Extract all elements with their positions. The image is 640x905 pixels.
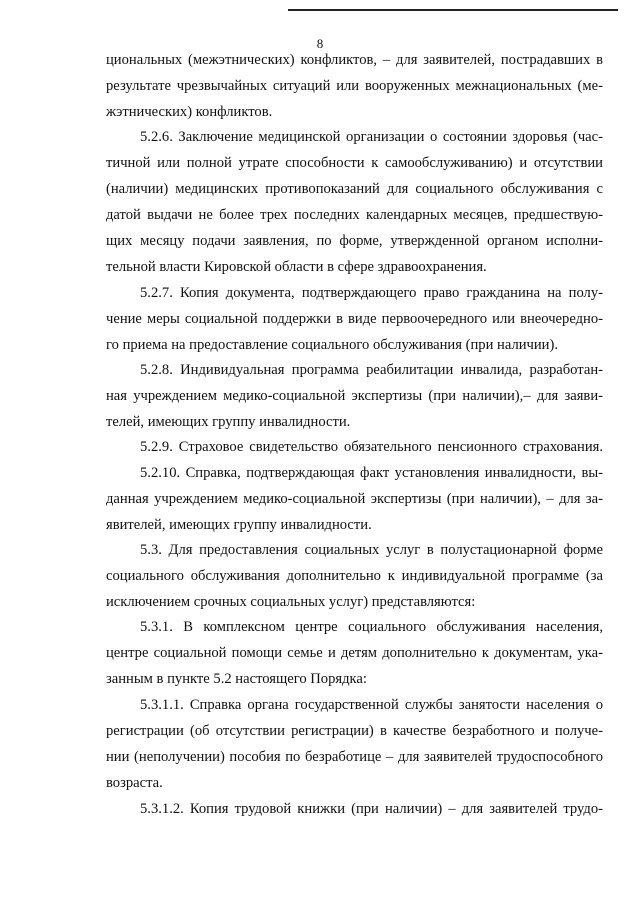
text-line: социального обслуживания дополнительно к индивидуальной программе (за xyxy=(106,568,603,584)
text-line: ная учреждением медико-социальной экспертизы (при наличии),– для заяви- xyxy=(106,388,603,404)
text-line: результате чрезвычайных ситуаций или вооруженных межнациональных (ме- xyxy=(106,78,603,94)
text-line: 5.2.6. Заключение медицинской организации о состоянии здоровья (час- xyxy=(140,129,603,145)
text-line: явителей, имеющих группу инвалидности. xyxy=(106,517,372,533)
text-line: (наличии) медицинских противопоказаний для социального обслуживания с xyxy=(106,181,603,197)
text-line: исключением срочных социальных услуг) представляются: xyxy=(106,594,476,610)
text-line: 5.2.8. Индивидуальная программа реабилитации инвалида, разработан- xyxy=(140,362,603,378)
text-line: возраста. xyxy=(106,775,163,791)
text-line: нии (неполучении) пособия по безработице – для заявителей трудоспособного xyxy=(106,749,603,765)
text-line: центре социальной помощи семье и детям дополнительно к документам, ука- xyxy=(106,645,603,661)
text-line: датой выдачи не более трех последних календарных месяцев, предшествую- xyxy=(106,207,603,223)
text-line: чение меры социальной поддержки в виде первоочередного или внеочередно- xyxy=(106,311,603,327)
text-line: 5.3.1. В комплексном центре социального обслуживания населения, xyxy=(140,619,603,635)
page-number: 8 xyxy=(316,36,324,51)
text-line: 5.2.9. Страховое свидетельство обязательного пенсионного страхования. xyxy=(140,439,603,455)
text-line: циональных (межэтнических) конфликтов, – для заявителей, пострадавших в xyxy=(106,52,603,68)
text-line: 5.3.1.1. Справка органа государственной службы занятости населения о xyxy=(140,697,603,713)
text-line: жэтнических) конфликтов. xyxy=(106,104,273,120)
text-line: щих месяцу подачи заявления, по форме, утвержденной органом исполни- xyxy=(106,233,603,249)
text-line: 5.3. Для предоставления социальных услуг в полустационарной форме xyxy=(140,542,603,558)
text-line: тельной власти Кировской области в сфере здравоохранения. xyxy=(106,259,487,275)
text-line: 5.2.10. Справка, подтверждающая факт установления инвалидности, вы- xyxy=(140,465,603,481)
text-line: тичной или полной утрате способности к самообслуживанию) и отсутствии xyxy=(106,155,603,171)
text-line: регистрации (об отсутствии регистрации) в качестве безработного и получе- xyxy=(106,723,603,739)
text-line: го приема на предоставление социального обслуживания (при наличии). xyxy=(106,337,558,353)
header-rule xyxy=(288,9,618,11)
text-line: 5.2.7. Копия документа, подтверждающего право гражданина на полу- xyxy=(140,285,603,301)
text-line: 5.3.1.2. Копия трудовой книжки (при наличии) – для заявителей трудо- xyxy=(140,801,603,817)
text-line: телей, имеющих группу инвалидности. xyxy=(106,414,351,430)
text-line: данная учреждением медико-социальной экспертизы (при наличии), – для за- xyxy=(106,491,603,507)
text-line: занным в пункте 5.2 настоящего Порядка: xyxy=(106,671,367,687)
